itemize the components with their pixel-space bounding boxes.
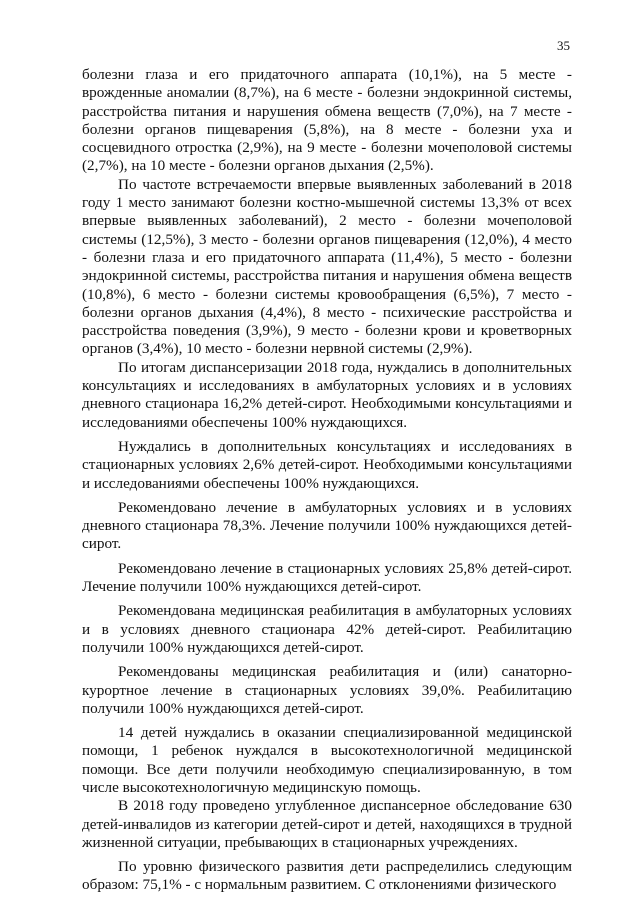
- page-number: 35: [557, 38, 570, 53]
- paragraph-outpatient-consultations: По итогам диспансеризации 2018 года, нуждались в дополнительных консультациях и исследованиях в амбулаторных условиях и в условиях дневного стационара 16,2% детей-сирот. Необходимыми консультациями и исследованиями обеспечены 100% нуждающихся.: [82, 358, 572, 431]
- paragraph-inpatient-rehabilitation: Рекомендованы медицинская реабилитация и (или) санаторно-курортное лечение в стационарных условиях 39,0%. Реабилитацию получили 100% нуждающихся детей-сирот.: [82, 663, 572, 717]
- paragraph-inpatient-treatment: Рекомендовано лечение в стационарных условиях 25,8% детей-сирот. Лечение получили 100% нуждающихся детей-сирот.: [82, 559, 572, 596]
- paragraph-specialized-care: 14 детей нуждались в оказании специализированной медицинской помощи, 1 ребенок нуждался в высокотехнологичной медицинской помощи. Все дети получили необходимую специализированную, в том числе высокотехнологичную медицинскую помощь.: [82, 724, 572, 796]
- paragraph-inpatient-consultations: Нуждались в дополнительных консультациях и исследованиях в стационарных условиях 2,6% детей-сирот. Необходимыми консультациями и исследованиями обеспечены 100% нуждающихся.: [82, 437, 572, 492]
- paragraph-disease-ranking-continued: болезни глаза и его придаточного аппарата (10,1%), на 5 месте - врожденные аномалии (8,7%), на 6 месте - болезни эндокринной системы, расстройства питания и нарушения обмена веществ (7,0%), на 7 месте - болезни органов пищеварения (5,8%), на 8 месте - болезни уха и сосцевидного отростка (2,9%), на 9 месте - болезни мочеполовой системы (2,7%), на 10 месте - болезни органов дыхания (2,5%).: [82, 66, 572, 175]
- document-body: [82, 66, 572, 895]
- paragraph-outpatient-rehabilitation: Рекомендована медицинская реабилитация в амбулаторных условиях и в условиях дневного стационара 42% детей-сирот. Реабилитацию получили 100% нуждающихся детей-сирот.: [82, 602, 572, 656]
- paragraph-physical-development: По уровню физического развития дети распределились следующим образом: 75,1% - с нормальным развитием. С отклонениями физического: [82, 858, 572, 894]
- paragraph-new-diseases-ranking: По частоте встречаемости впервые выявленных заболеваний в 2018 году 1 место занимают болезни костно-мышечной системы 13,3% от всех впервые выявленных заболеваний), 2 место - болезни мочеполовой системы (12,5%), 3 место - болезни органов пищеварения (12,0%), 4 место - болезни глаза и его придаточного аппарата (11,4%), 5 место - болезни эндокринной системы, расстройства питания и нарушения обмена веществ (10,8%), 6 место - болезни системы кровообращения (6,5%), 7 место - болезни органов дыхания (4,4%), 8 место - психические расстройства и расстройства поведения (3,9%), 9 место - болезни крови и кроветворных органов (3,4%), 10 место - болезни нервной системы (2,9%).: [82, 175, 572, 358]
- paragraph-outpatient-treatment: Рекомендовано лечение в амбулаторных условиях и в условиях дневного стационара 78,3%. Лечение получили 100% нуждающихся детей-сирот.: [82, 498, 572, 553]
- paragraph-disabled-children-exam: В 2018 году проведено углубленное диспансерное обследование 630 детей-инвалидов из категории детей-сирот и детей, находящихся в трудной жизненной ситуации, пребывающих в стационарных учреждениях.: [82, 797, 572, 851]
